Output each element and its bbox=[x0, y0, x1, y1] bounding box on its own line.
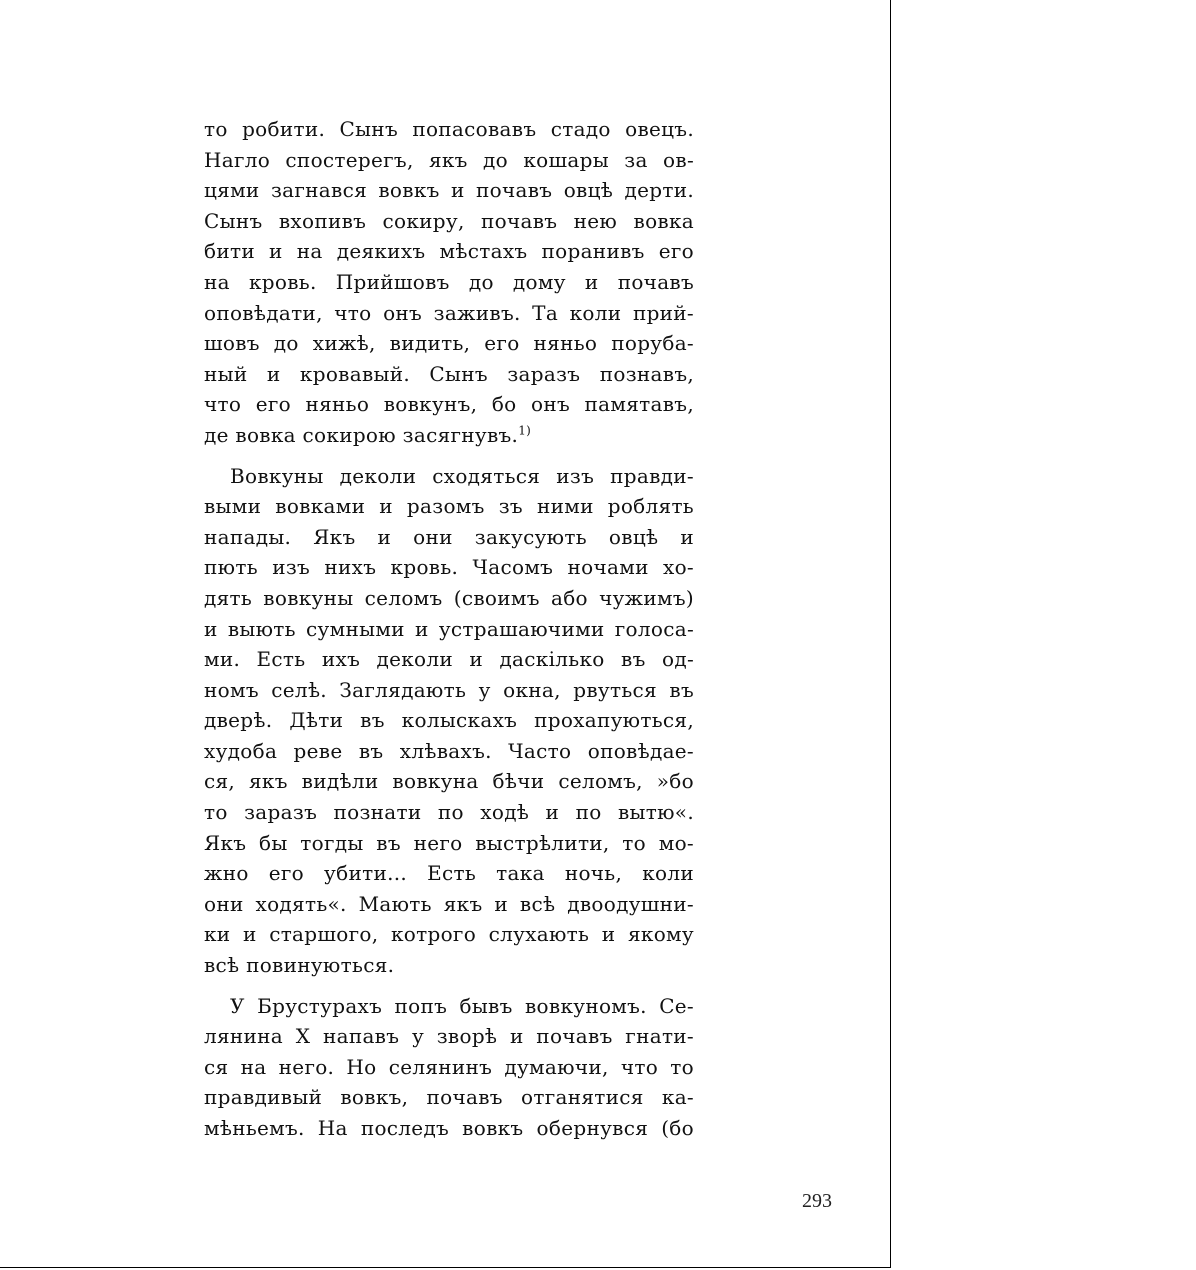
paragraph-2 bbox=[204, 461, 694, 981]
text-line: правдивый вовкъ, почавъ отганятися ка- bbox=[204, 1085, 694, 1110]
text-line: Сынъ вхопивъ сокиру, почавъ нею вовка bbox=[204, 208, 694, 233]
text-line: то заразъ познати по ходѣ и по вытю«. bbox=[204, 800, 694, 825]
text-line: ся, якъ видѣли вовкуна бѣчи селомъ, »бо bbox=[204, 769, 694, 794]
text-line: номъ селѣ. Заглядають у окна, рвуться въ bbox=[204, 677, 694, 702]
text-line: У Брустурахъ попъ бывъ вовкуномъ. Се- bbox=[230, 993, 694, 1018]
text-line: на кровь. Прийшовъ до дому и почавъ bbox=[204, 269, 694, 294]
text-line: худоба реве въ хлѣвахъ. Часто оповѣдае- bbox=[204, 738, 694, 763]
text-line: дверѣ. Дѣти въ колыскахъ прохапуються, bbox=[204, 708, 694, 733]
text-line: пють изъ нихъ кровь. Часомъ ночами хо- bbox=[204, 555, 694, 580]
text-line: бити и на деякихъ мѣстахъ поранивъ его bbox=[204, 239, 694, 264]
text-line bbox=[204, 420, 694, 451]
paragraph-3 bbox=[204, 991, 694, 1144]
text-line: ный и кровавый. Сынъ заразъ познавъ, bbox=[204, 361, 694, 386]
text-line: всѣ повинуються. bbox=[204, 953, 395, 978]
text-line: напады. Якъ и они закусують овцѣ и bbox=[204, 524, 694, 549]
text-line: дять вовкуны селомъ (своимъ або чужимъ) bbox=[204, 585, 694, 610]
text-line: жно его убити... Есть така ночь, коли bbox=[204, 861, 694, 886]
text-line: и выють сумными и устрашаючими голоса- bbox=[204, 616, 694, 641]
text-line: цями загнався вовкъ и почавъ овцѣ дерти. bbox=[204, 178, 694, 203]
text-line: Якъ бы тогды въ него выстрѣлити, то мо- bbox=[204, 830, 694, 855]
page-number: 293 bbox=[802, 1190, 832, 1212]
text-line-content: де вовка сокирою засягнувъ. bbox=[204, 422, 519, 447]
text-line: ми. Есть ихъ деколи и даскілько въ од- bbox=[204, 647, 694, 672]
text-line: выми вовками и разомъ зъ ними роблять bbox=[204, 494, 694, 519]
text-line: они ходять«. Мають якъ и всѣ двоодушни- bbox=[204, 891, 694, 916]
text-line: оповѣдати, что онъ заживъ. Та коли прий- bbox=[204, 300, 694, 325]
text-line: ки и старшого, котрого слухають и якому bbox=[204, 922, 694, 947]
text-line: что его няньо вовкунъ, бо онъ памятавъ, bbox=[204, 392, 694, 417]
text-line: ся на него. Но селянинъ думаючи, что то bbox=[204, 1054, 694, 1079]
text-line: то робити. Сынъ попасовавъ стадо овецъ. bbox=[204, 117, 694, 141]
footnote-ref: 1) bbox=[518, 423, 532, 438]
text-line: Нагло спостерегъ, якъ до кошары за ов- bbox=[204, 147, 694, 172]
text-line: мѣньемъ. На последъ вовкъ обернувся (бо bbox=[204, 1116, 694, 1140]
paragraph-1 bbox=[204, 114, 694, 451]
text-line: лянина Х напавъ у зворѣ и почавъ гнати- bbox=[204, 1024, 694, 1049]
paragraph-gap bbox=[204, 981, 694, 991]
text-line: Вовкуны деколи сходяться изъ правди- bbox=[230, 463, 694, 488]
text-line: шовъ до хижѣ, видить, его няньо поруба- bbox=[204, 331, 694, 356]
body-text bbox=[204, 114, 694, 1144]
paragraph-gap bbox=[204, 451, 694, 461]
